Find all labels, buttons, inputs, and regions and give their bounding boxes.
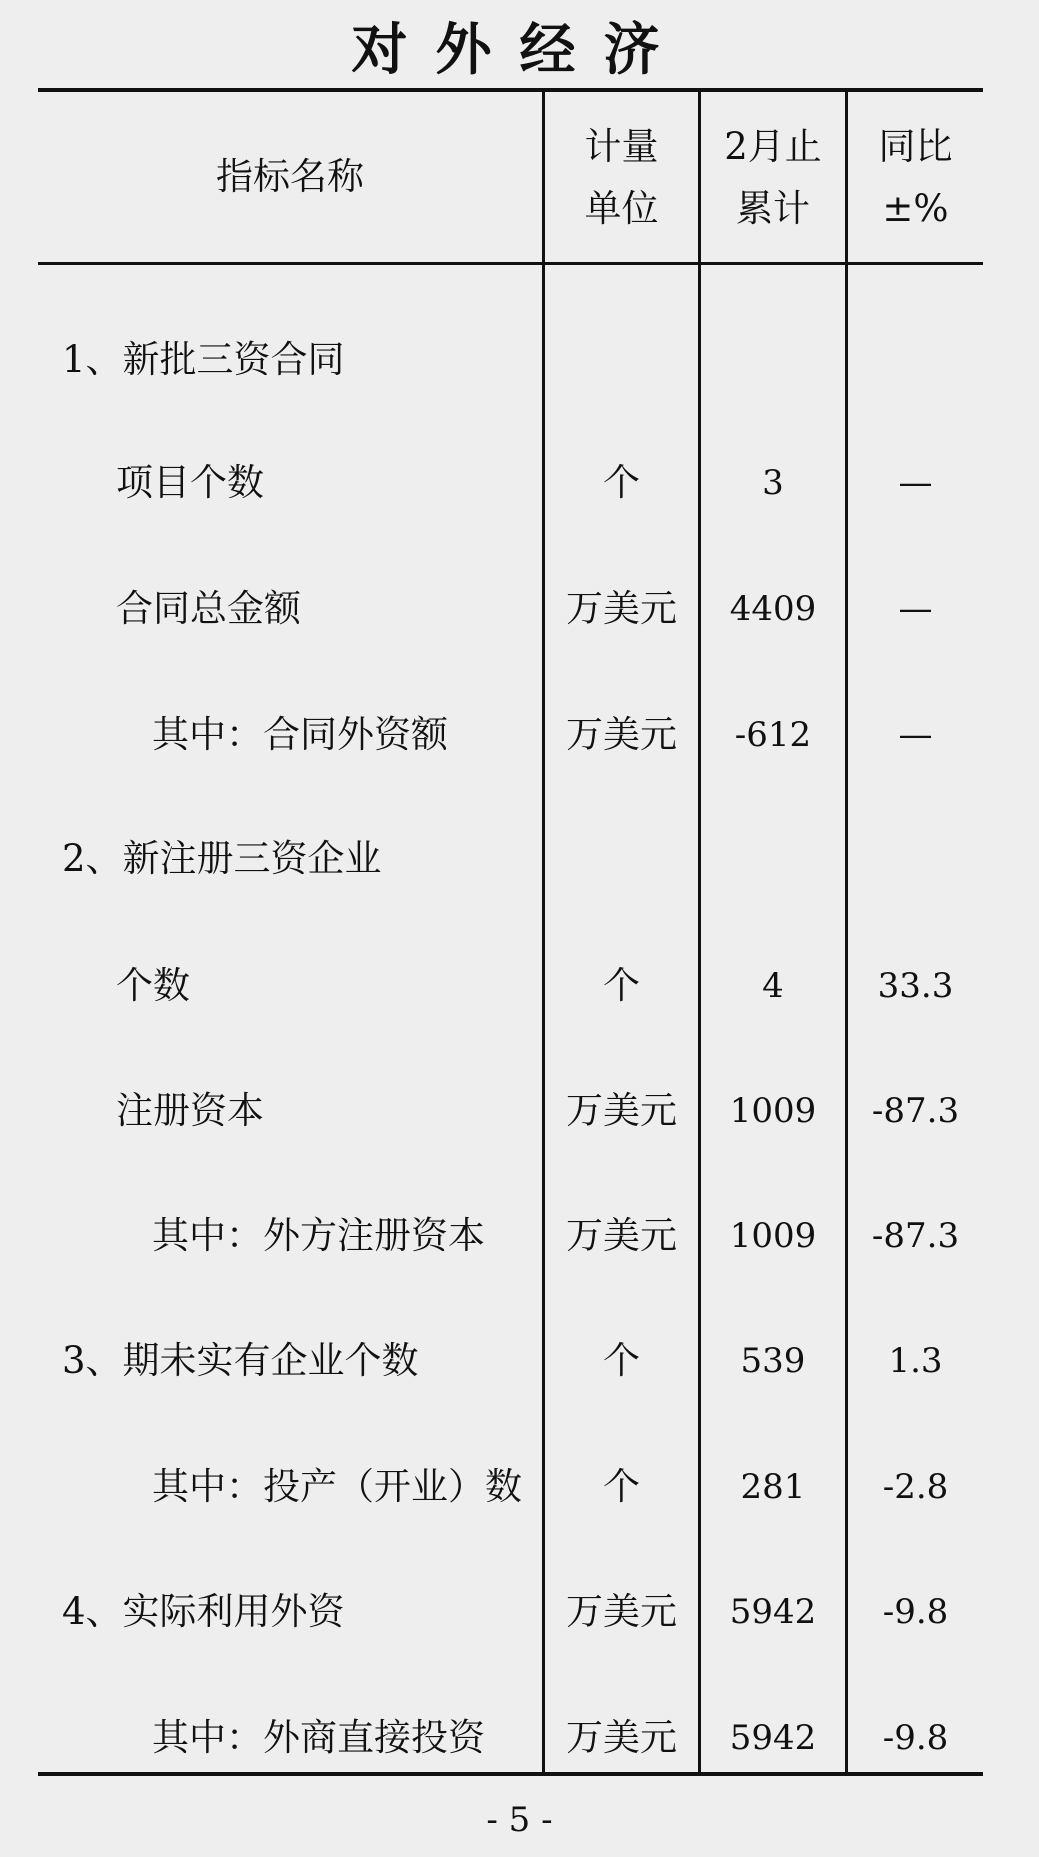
row-yoy: 1.3 [888,1341,943,1381]
header-unit-line1: 计量 [584,125,659,168]
row-label: 1、新批三资合同 [62,338,345,381]
row-unit: 个 [603,964,640,1007]
row-unit: 万美元 [566,587,677,630]
row-unit: 万美元 [566,1590,677,1633]
row-label: 合同总金额 [116,587,301,630]
page-number: - 5 - [486,1800,553,1840]
row-value: 4409 [729,589,817,629]
row-yoy: — [898,715,933,755]
row-yoy: -87.3 [871,1091,960,1131]
row-yoy: 33.3 [877,966,954,1006]
page-title: 对外经济 [351,18,688,83]
row-label: 项目个数 [116,461,264,504]
table-bottom-rule [38,1772,983,1776]
row-unit: 万美元 [566,1716,677,1759]
row-value: 281 [740,1467,806,1507]
header-cumulative-line2: 累计 [736,187,810,230]
row-unit: 个 [603,461,640,504]
header-cumulative-line1: 2月止 [724,125,822,168]
row-label: 注册资本 [116,1089,264,1132]
row-unit: 万美元 [566,713,677,756]
row-unit: 万美元 [566,1214,677,1257]
row-yoy: -9.8 [882,1718,949,1758]
row-label: 其中：外方注册资本 [152,1214,485,1257]
row-value: 1009 [729,1091,817,1131]
row-yoy: — [898,589,933,629]
header-indicator-name: 指标名称 [216,155,364,198]
row-label: 其中：投产（开业）数 [152,1465,522,1508]
column-divider [698,90,701,1774]
column-divider [542,90,545,1774]
row-label: 3、期未实有企业个数 [62,1339,419,1382]
row-value: 1009 [729,1216,817,1256]
row-unit: 个 [603,1465,640,1508]
row-value: 5942 [729,1592,817,1632]
row-value: 5942 [729,1718,817,1758]
column-divider [845,90,848,1774]
row-yoy: -87.3 [871,1216,960,1256]
row-label: 其中：合同外资额 [152,713,448,756]
table-top-rule [38,88,983,92]
row-unit: 个 [603,1339,640,1382]
row-value: 539 [740,1341,806,1381]
row-yoy: -9.8 [882,1592,949,1632]
row-unit: 万美元 [566,1089,677,1132]
row-yoy: — [898,463,933,503]
header-unit-line2: 单位 [584,187,659,230]
table-header-rule [38,262,983,265]
row-value: 3 [762,463,784,503]
header-yoy-line1: 同比 [878,125,953,168]
row-label: 2、新注册三资企业 [62,837,382,880]
row-label: 其中：外商直接投资 [152,1716,485,1759]
row-label: 4、实际利用外资 [62,1590,345,1633]
row-yoy: -2.8 [882,1467,949,1507]
header-yoy-line2: ±% [882,187,949,230]
row-value: -612 [734,715,812,755]
row-label: 个数 [116,964,190,1007]
row-value: 4 [762,966,784,1006]
